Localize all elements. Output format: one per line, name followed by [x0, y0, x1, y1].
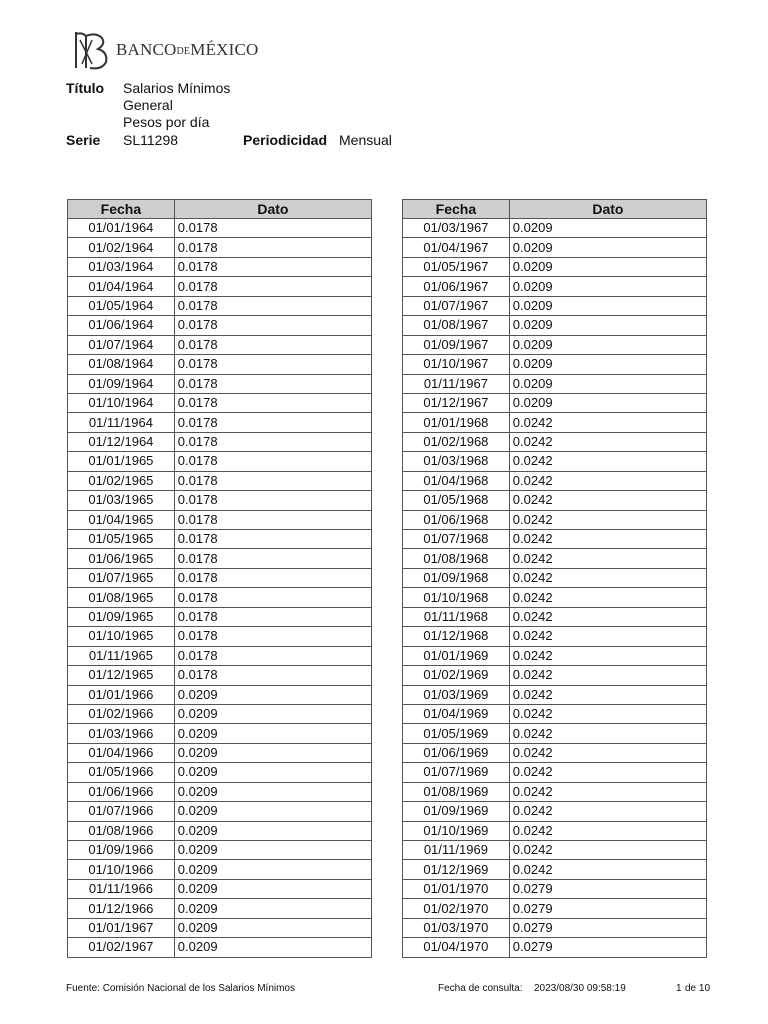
fecha-cell: 01/08/1969	[403, 782, 510, 801]
fecha-cell: 01/07/1967	[403, 296, 510, 315]
fecha-cell: 01/02/1966	[68, 704, 175, 723]
table-row	[403, 802, 707, 821]
logo-text-banco: BANCO	[116, 40, 177, 59]
table-row	[68, 802, 372, 821]
dato-cell: 0.0242	[509, 588, 706, 607]
fecha-cell: 01/12/1966	[68, 899, 175, 918]
dato-cell: 0.0242	[509, 743, 706, 762]
titulo-line-2: General	[123, 97, 173, 113]
fecha-cell: 01/12/1969	[403, 860, 510, 879]
dato-cell: 0.0209	[174, 763, 371, 782]
dato-cell: 0.0242	[509, 841, 706, 860]
table-row	[68, 316, 372, 335]
table-row	[68, 743, 372, 762]
dato-cell: 0.0242	[509, 568, 706, 587]
dato-cell: 0.0209	[174, 899, 371, 918]
fecha-cell: 01/03/1966	[68, 724, 175, 743]
dato-cell: 0.0242	[509, 860, 706, 879]
table-row	[403, 238, 707, 257]
table-row	[403, 530, 707, 549]
titulo-line-3: Pesos por día	[123, 114, 210, 130]
table-row	[68, 666, 372, 685]
dato-cell: 0.0242	[509, 821, 706, 840]
dato-cell: 0.0209	[174, 938, 371, 957]
fecha-cell: 01/01/1969	[403, 646, 510, 665]
table-row	[403, 918, 707, 937]
column-header-fecha: Fecha	[68, 200, 175, 219]
table-row	[403, 860, 707, 879]
fecha-cell: 01/07/1965	[68, 568, 175, 587]
fecha-cell: 01/02/1968	[403, 432, 510, 451]
dato-cell: 0.0178	[174, 374, 371, 393]
dato-cell: 0.0242	[509, 704, 706, 723]
fecha-cell: 01/08/1965	[68, 588, 175, 607]
data-table-right	[402, 199, 707, 958]
dato-cell: 0.0209	[174, 802, 371, 821]
table-row	[403, 316, 707, 335]
dato-cell: 0.0178	[174, 491, 371, 510]
table-row	[68, 219, 372, 238]
dato-cell: 0.0178	[174, 355, 371, 374]
dato-cell: 0.0242	[509, 685, 706, 704]
dato-cell: 0.0178	[174, 432, 371, 451]
dato-cell: 0.0242	[509, 607, 706, 626]
table-row	[403, 666, 707, 685]
dato-cell: 0.0209	[509, 257, 706, 276]
table-row	[68, 646, 372, 665]
fecha-cell: 01/01/1966	[68, 685, 175, 704]
dato-cell: 0.0242	[509, 763, 706, 782]
titulo-label: Título	[66, 80, 105, 96]
fecha-cell: 01/12/1964	[68, 432, 175, 451]
table-row	[68, 918, 372, 937]
fecha-cell: 01/08/1966	[68, 821, 175, 840]
table-row	[403, 393, 707, 412]
logo-text-mexico: MÉXICO	[190, 40, 259, 59]
fecha-cell: 01/01/1967	[68, 918, 175, 937]
fecha-cell: 01/07/1968	[403, 530, 510, 549]
fecha-cell: 01/10/1964	[68, 393, 175, 412]
dato-cell: 0.0242	[509, 413, 706, 432]
table-row	[403, 724, 707, 743]
table-header-row	[403, 200, 707, 219]
fecha-cell: 01/05/1969	[403, 724, 510, 743]
table-row	[403, 685, 707, 704]
table-row	[403, 627, 707, 646]
logo-text-de: DE	[176, 46, 191, 57]
table-row	[68, 627, 372, 646]
table-row	[403, 743, 707, 762]
serie-value: SL11298	[123, 132, 179, 148]
fecha-cell: 01/11/1967	[403, 374, 510, 393]
fecha-cell: 01/10/1969	[403, 821, 510, 840]
table-row	[403, 355, 707, 374]
table-row	[403, 607, 707, 626]
dato-cell: 0.0178	[174, 666, 371, 685]
fecha-cell: 01/02/1965	[68, 471, 175, 490]
dato-cell: 0.0209	[509, 316, 706, 335]
dato-cell: 0.0209	[174, 743, 371, 762]
table-row	[68, 782, 372, 801]
column-header-dato: Dato	[174, 200, 371, 219]
footer-page-total: de 10	[685, 983, 711, 994]
fecha-cell: 01/11/1968	[403, 607, 510, 626]
table-row	[403, 899, 707, 918]
dato-cell: 0.0178	[174, 549, 371, 568]
table-row	[68, 938, 372, 957]
fecha-cell: 01/09/1967	[403, 335, 510, 354]
fecha-cell: 01/07/1964	[68, 335, 175, 354]
dato-cell: 0.0178	[174, 413, 371, 432]
table-row	[68, 763, 372, 782]
table-row	[403, 510, 707, 529]
dato-cell: 0.0279	[509, 879, 706, 898]
fecha-cell: 01/05/1965	[68, 530, 175, 549]
fecha-cell: 01/02/1970	[403, 899, 510, 918]
fecha-cell: 01/11/1969	[403, 841, 510, 860]
fecha-cell: 01/02/1964	[68, 238, 175, 257]
table-row	[403, 841, 707, 860]
table-row	[403, 413, 707, 432]
dato-cell: 0.0242	[509, 530, 706, 549]
fecha-cell: 01/04/1964	[68, 277, 175, 296]
table-row	[68, 724, 372, 743]
dato-cell: 0.0209	[174, 918, 371, 937]
dato-cell: 0.0209	[509, 219, 706, 238]
dato-cell: 0.0209	[174, 782, 371, 801]
dato-cell: 0.0242	[509, 782, 706, 801]
dato-cell: 0.0178	[174, 607, 371, 626]
fecha-cell: 01/02/1969	[403, 666, 510, 685]
fecha-cell: 01/08/1967	[403, 316, 510, 335]
dato-cell: 0.0242	[509, 510, 706, 529]
table-row	[68, 355, 372, 374]
table-row	[403, 452, 707, 471]
fecha-cell: 01/04/1970	[403, 938, 510, 957]
dato-cell: 0.0279	[509, 918, 706, 937]
fecha-cell: 01/11/1964	[68, 413, 175, 432]
table-row	[68, 296, 372, 315]
dato-cell: 0.0178	[174, 530, 371, 549]
table-row	[68, 335, 372, 354]
table-row	[403, 588, 707, 607]
fecha-cell: 01/05/1966	[68, 763, 175, 782]
table-row	[403, 277, 707, 296]
fecha-cell: 01/12/1968	[403, 627, 510, 646]
table-row	[68, 277, 372, 296]
table-header-row	[68, 200, 372, 219]
table-row	[68, 588, 372, 607]
table-row	[403, 374, 707, 393]
dato-cell: 0.0178	[174, 568, 371, 587]
dato-cell: 0.0242	[509, 471, 706, 490]
dato-cell: 0.0178	[174, 393, 371, 412]
dato-cell: 0.0178	[174, 588, 371, 607]
table-row	[68, 374, 372, 393]
dato-cell: 0.0209	[174, 879, 371, 898]
dato-cell: 0.0209	[174, 704, 371, 723]
dato-cell: 0.0209	[509, 335, 706, 354]
footer-source: Fuente: Comisión Nacional de los Salarios Mínimos	[66, 983, 295, 994]
table-row	[68, 568, 372, 587]
fecha-cell: 01/03/1969	[403, 685, 510, 704]
serie-label: Serie	[66, 132, 101, 148]
fecha-cell: 01/06/1966	[68, 782, 175, 801]
dato-cell: 0.0209	[509, 374, 706, 393]
fecha-cell: 01/08/1964	[68, 355, 175, 374]
table-row	[68, 471, 372, 490]
table-row	[403, 704, 707, 723]
table-row	[68, 491, 372, 510]
fecha-cell: 01/09/1968	[403, 568, 510, 587]
dato-cell: 0.0178	[174, 335, 371, 354]
fecha-cell: 01/07/1966	[68, 802, 175, 821]
fecha-cell: 01/12/1965	[68, 666, 175, 685]
fecha-cell: 01/03/1967	[403, 219, 510, 238]
data-table-left	[67, 199, 372, 958]
fecha-cell: 01/04/1968	[403, 471, 510, 490]
table-row	[68, 530, 372, 549]
table-row	[68, 879, 372, 898]
table-row	[403, 763, 707, 782]
dato-cell: 0.0242	[509, 646, 706, 665]
dato-cell: 0.0242	[509, 666, 706, 685]
footer-page-number: 1	[676, 983, 682, 994]
fecha-cell: 01/03/1968	[403, 452, 510, 471]
fecha-cell: 01/10/1966	[68, 860, 175, 879]
fecha-cell: 01/04/1966	[68, 743, 175, 762]
table-row	[403, 821, 707, 840]
table-row	[403, 296, 707, 315]
table-row	[403, 491, 707, 510]
fecha-cell: 01/11/1965	[68, 646, 175, 665]
dato-cell: 0.0242	[509, 491, 706, 510]
fecha-cell: 01/04/1969	[403, 704, 510, 723]
table-row	[403, 879, 707, 898]
dato-cell: 0.0209	[174, 841, 371, 860]
table-row	[403, 938, 707, 957]
banxico-emblem-icon	[72, 30, 110, 70]
table-body-right	[403, 219, 707, 958]
table-row	[403, 432, 707, 451]
fecha-cell: 01/05/1967	[403, 257, 510, 276]
fecha-cell: 01/10/1967	[403, 355, 510, 374]
fecha-cell: 01/04/1967	[403, 238, 510, 257]
dato-cell: 0.0209	[174, 821, 371, 840]
fecha-cell: 01/01/1965	[68, 452, 175, 471]
fecha-cell: 01/03/1970	[403, 918, 510, 937]
fecha-cell: 01/01/1964	[68, 219, 175, 238]
dato-cell: 0.0242	[509, 452, 706, 471]
table-row	[68, 432, 372, 451]
dato-cell: 0.0209	[174, 724, 371, 743]
fecha-cell: 01/09/1966	[68, 841, 175, 860]
fecha-cell: 01/09/1969	[403, 802, 510, 821]
dato-cell: 0.0178	[174, 646, 371, 665]
dato-cell: 0.0209	[509, 393, 706, 412]
table-row	[68, 238, 372, 257]
fecha-cell: 01/09/1964	[68, 374, 175, 393]
dato-cell: 0.0242	[509, 724, 706, 743]
fecha-cell: 01/05/1964	[68, 296, 175, 315]
table-row	[68, 257, 372, 276]
fecha-cell: 01/06/1964	[68, 316, 175, 335]
table-row	[68, 685, 372, 704]
table-row	[403, 219, 707, 238]
dato-cell: 0.0178	[174, 296, 371, 315]
dato-cell: 0.0178	[174, 277, 371, 296]
dato-cell: 0.0209	[509, 238, 706, 257]
fecha-cell: 01/04/1965	[68, 510, 175, 529]
fecha-cell: 01/05/1968	[403, 491, 510, 510]
table-row	[68, 860, 372, 879]
dato-cell: 0.0178	[174, 627, 371, 646]
fecha-cell: 01/06/1967	[403, 277, 510, 296]
dato-cell: 0.0178	[174, 238, 371, 257]
dato-cell: 0.0242	[509, 549, 706, 568]
fecha-cell: 01/03/1964	[68, 257, 175, 276]
dato-cell: 0.0209	[509, 355, 706, 374]
table-row	[68, 510, 372, 529]
fecha-cell: 01/10/1968	[403, 588, 510, 607]
dato-cell: 0.0242	[509, 802, 706, 821]
dato-cell: 0.0178	[174, 510, 371, 529]
table-row	[68, 549, 372, 568]
table-row	[68, 821, 372, 840]
fecha-cell: 01/11/1966	[68, 879, 175, 898]
fecha-cell: 01/06/1968	[403, 510, 510, 529]
dato-cell: 0.0279	[509, 899, 706, 918]
table-row	[68, 704, 372, 723]
dato-cell: 0.0178	[174, 316, 371, 335]
periodicidad-label: Periodicidad	[243, 132, 328, 148]
dato-cell: 0.0242	[509, 432, 706, 451]
dato-cell: 0.0178	[174, 452, 371, 471]
table-row	[403, 646, 707, 665]
fecha-cell: 01/02/1967	[68, 938, 175, 957]
fecha-cell: 01/03/1965	[68, 491, 175, 510]
table-row	[403, 257, 707, 276]
fecha-cell: 01/12/1967	[403, 393, 510, 412]
table-row	[403, 568, 707, 587]
dato-cell: 0.0209	[509, 296, 706, 315]
fecha-cell: 01/08/1968	[403, 549, 510, 568]
dato-cell: 0.0242	[509, 627, 706, 646]
dato-cell: 0.0209	[509, 277, 706, 296]
table-row	[68, 393, 372, 412]
table-row	[68, 452, 372, 471]
fecha-cell: 01/01/1970	[403, 879, 510, 898]
table-row	[403, 549, 707, 568]
fecha-cell: 01/06/1969	[403, 743, 510, 762]
dato-cell: 0.0209	[174, 860, 371, 879]
dato-cell: 0.0178	[174, 257, 371, 276]
fecha-cell: 01/01/1968	[403, 413, 510, 432]
column-header-fecha: Fecha	[403, 200, 510, 219]
footer-date-value: 2023/08/30 09:58:19	[534, 983, 626, 994]
fecha-cell: 01/07/1969	[403, 763, 510, 782]
dato-cell: 0.0279	[509, 938, 706, 957]
table-row	[403, 782, 707, 801]
titulo-line-1: Salarios Mínimos	[123, 80, 231, 96]
footer-date-label: Fecha de consulta:	[438, 983, 523, 994]
periodicidad-value: Mensual	[339, 132, 392, 148]
dato-cell: 0.0178	[174, 219, 371, 238]
table-body-left	[68, 219, 372, 958]
table-row	[403, 471, 707, 490]
table-row	[68, 841, 372, 860]
table-row	[403, 335, 707, 354]
fecha-cell: 01/10/1965	[68, 627, 175, 646]
banco-de-mexico-logo	[72, 30, 259, 70]
logo-text	[116, 40, 259, 60]
table-row	[68, 413, 372, 432]
fecha-cell: 01/06/1965	[68, 549, 175, 568]
dato-cell: 0.0178	[174, 471, 371, 490]
dato-cell: 0.0209	[174, 685, 371, 704]
table-row	[68, 607, 372, 626]
fecha-cell: 01/09/1965	[68, 607, 175, 626]
table-row	[68, 899, 372, 918]
column-header-dato: Dato	[509, 200, 706, 219]
